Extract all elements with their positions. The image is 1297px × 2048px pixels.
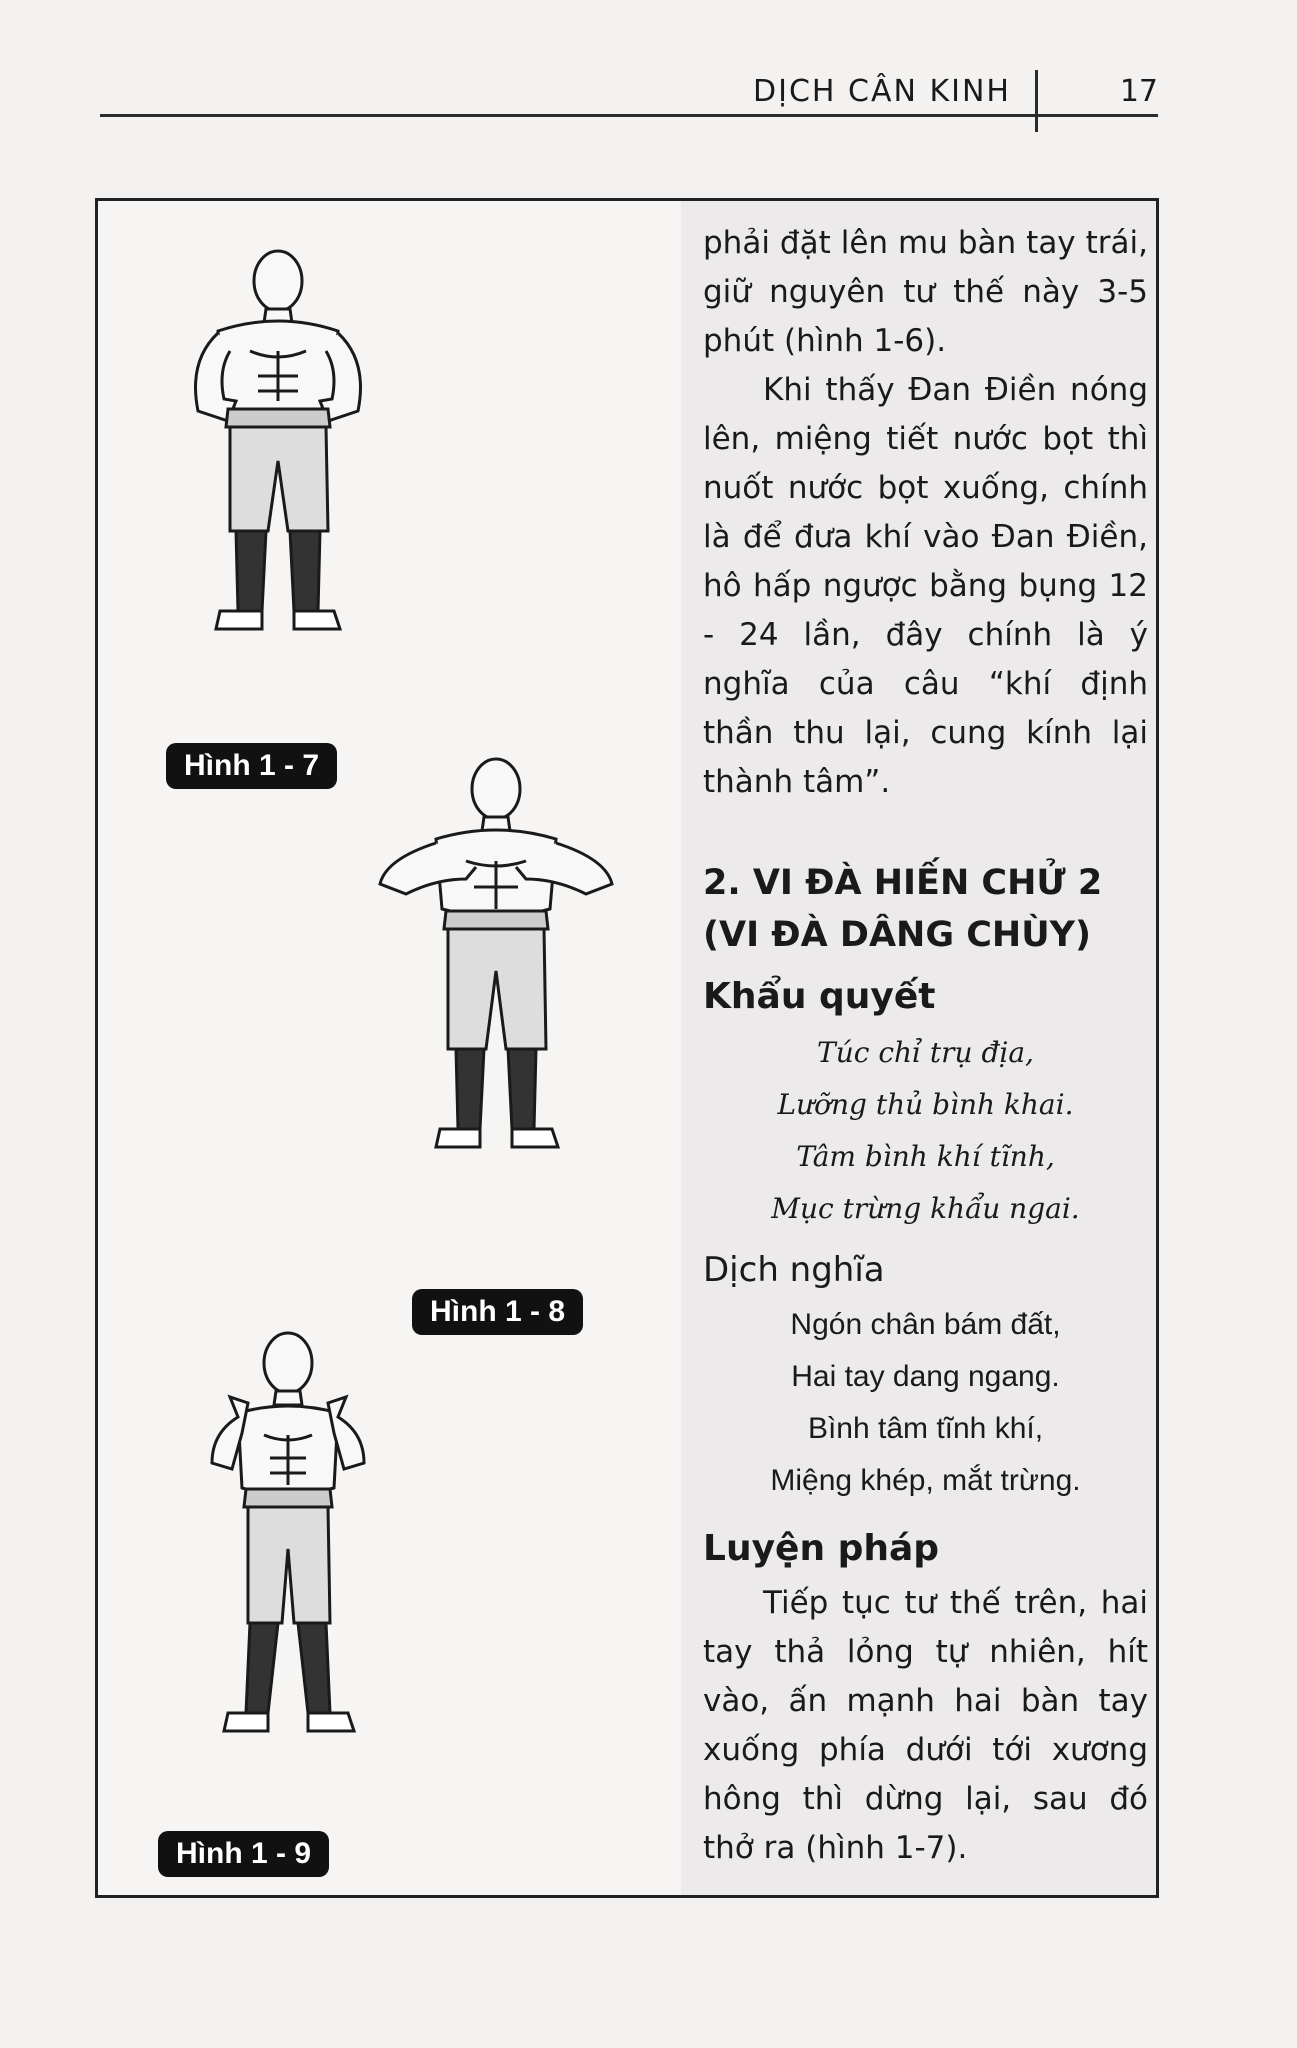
luyen-phap-heading: Luyện pháp [703,1528,940,1569]
khau-quyet-line: Túc chỉ trụ địa, [817,1036,1034,1069]
figure-1-7-illustration [158,231,398,731]
header-rule [100,114,1158,117]
content-frame [95,198,1159,1898]
text-body [703,219,1148,1873]
figure-1-9-illustration [168,1323,408,1783]
section-title [703,857,1148,961]
paragraph-1: phải đặt lên mu bàn tay trái, giữ nguyên tư thế này 3-5 phút (hình 1-6). [703,225,1148,359]
figure-1-7-label: Hình 1 - 7 [166,743,337,789]
text-column [681,201,1156,1895]
header-separator [1035,70,1038,132]
section-title-line-1: 2. VI ĐÀ HIẾN CHỬ 2 [703,863,1103,903]
dich-nghia-line: Miệng khép, mắt trừng. [770,1464,1081,1497]
dich-nghia-line: Bình tâm tĩnh khí, [807,1412,1044,1445]
khau-quyet-line: Tâm bình khí tĩnh, [796,1140,1055,1173]
figure-1-8-illustration [366,749,626,1169]
section-title-line-2: (VI ĐÀ DÂNG CHÙY) [703,915,1091,955]
paragraph-2: Khi thấy Đan Điền nóng lên, miệng tiết nước bọt thì nuốt nước bọt xuống, chính là để đưa khí vào Đan Điền, hô hấp ngược bằng bụng 12 - 24 lần, đây chính là ý nghĩa của câu “khí định thần thu lại, cung kính lại thành tâm”. [703,372,1148,800]
page-number: 17 [1119,74,1158,109]
dich-nghia-line: Hai tay dang ngang. [791,1360,1060,1393]
dich-nghia-heading: Dịch nghĩa [703,1250,885,1290]
figure-1-8-label: Hình 1 - 8 [412,1289,583,1335]
khau-quyet-line: Lưỡng thủ bình khai. [777,1088,1074,1121]
khau-quyet-heading: Khẩu quyết [703,976,936,1017]
running-header [100,70,1158,130]
khau-quyet-line: Mục trừng khẩu ngai. [771,1192,1080,1225]
figure-1-9-label: Hình 1 - 9 [158,1831,329,1877]
dich-nghia-line: Ngón chân bám đất, [790,1308,1061,1341]
luyen-phap-paragraph: Tiếp tục tư thế trên, hai tay thả lỏng tự nhiên, hít vào, ấn mạnh hai bàn tay xuống phía dưới tới xương hông thì dừng lại, sau đó thở ra (hình 1-7). [703,1585,1148,1866]
book-title: DỊCH CÂN KINH [753,74,1011,109]
